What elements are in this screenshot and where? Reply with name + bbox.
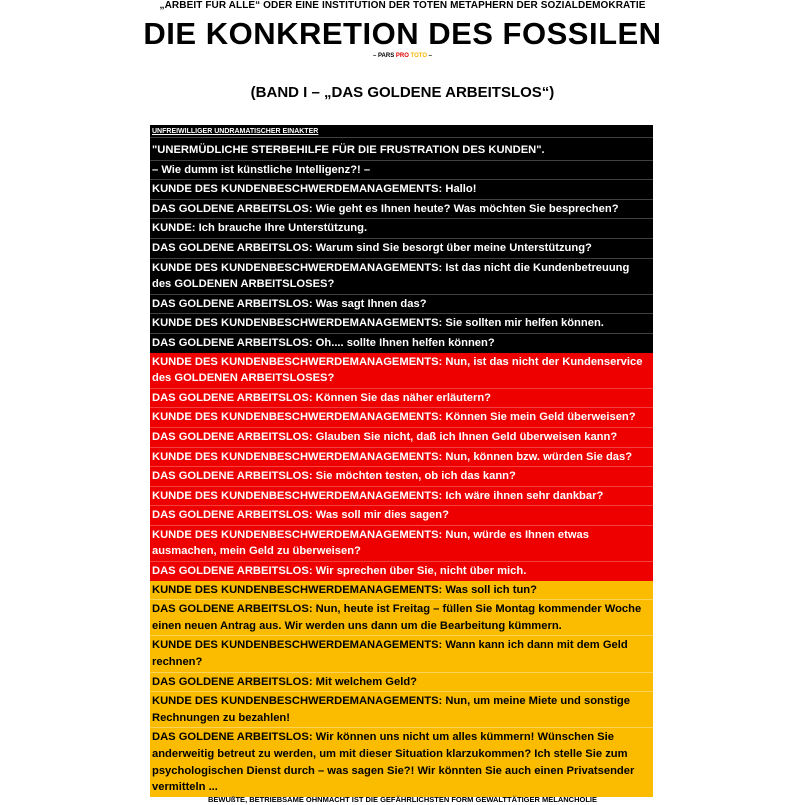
dialogue-line: DAS GOLDENE ARBEITSLOS: Sie möchten testen, ob ich das kann?: [150, 467, 653, 487]
dialogue-line: DAS GOLDENE ARBEITSLOS: Wir können uns nicht um alles kümmern! Wünschen Sie anderweitig betreut zu werden, um mit dieser Situation klarzukommen? Ich stelle Sie zum psychologischen Dienst durch – was sagen Sie?! Wir könnten Sie auch einen Privatsender vermitteln ...: [150, 728, 653, 796]
dialogue-line: KUNDE DES KUNDENBESCHWERDEMANAGEMENTS: Nun, können bzw. würden Sie das?: [150, 448, 653, 468]
dialogue-line: DAS GOLDENE ARBEITSLOS: Was soll mir dies sagen?: [150, 506, 653, 526]
byline-toto: TOTO: [408, 53, 428, 59]
dialogue-line: DAS GOLDENE ARBEITSLOS: Nun, heute ist Freitag – füllen Sie Montag kommender Woche einen neuen Antrag aus. Wir werden uns dann um die Bearbeitung kümmern.: [150, 600, 653, 636]
dialogue-line: DAS GOLDENE ARBEITSLOS: Können Sie das näher erläutern?: [150, 389, 653, 409]
dialogue-line: KUNDE: Ich brauche Ihre Unterstützung.: [150, 219, 653, 239]
dialogue-line: KUNDE DES KUNDENBESCHWERDEMANAGEMENTS: Nun, um meine Miete und sonstige Rechnungen zu bezahlen!: [150, 692, 653, 728]
dialogue-line: DAS GOLDENE ARBEITSLOS: Was sagt Ihnen das?: [150, 295, 653, 315]
dialogue-line: DAS GOLDENE ARBEITSLOS: Glauben Sie nicht, daß ich Ihnen Geld überweisen kann?: [150, 428, 653, 448]
dialogue-line: KUNDE DES KUNDENBESCHWERDEMANAGEMENTS: Sie sollten mir helfen können.: [150, 314, 653, 334]
script-block: [150, 125, 653, 797]
dialogue-line: DAS GOLDENE ARBEITSLOS: Wie geht es Ihnen heute? Was möchten Sie besprechen?: [150, 200, 653, 220]
byline-suffix: –: [427, 53, 433, 59]
dialogue-line: KUNDE DES KUNDENBESCHWERDEMANAGEMENTS: Wann kann ich dann mit dem Geld rechnen?: [150, 636, 653, 672]
dialogue-line: KUNDE DES KUNDENBESCHWERDEMANAGEMENTS: Ist das nicht die Kundenbetreuung des GOLDENEN ARBEITSLOSES?: [150, 259, 653, 295]
script-title-line: "UNERMÜDLICHE STERBEHILFE FÜR DIE FRUSTRATION DES KUNDEN".: [150, 138, 653, 161]
footer-motto: BEWUßTE, BETRIEBSAME OHNMACHT IST DIE GEFÄHRLICHSTEN FORM GEWALTTÄTIGER MELANCHOLIE: [207, 795, 597, 804]
dialogue-line: KUNDE DES KUNDENBESCHWERDEMANAGEMENTS: Was soll ich tun?: [150, 581, 653, 601]
byline: [0, 53, 805, 59]
dialogue-line: KUNDE DES KUNDENBESCHWERDEMANAGEMENTS: Können Sie mein Geld überweisen?: [150, 408, 653, 428]
script-subtitle-line: – Wie dumm ist künstliche Intelligenz?! –: [150, 161, 653, 181]
dialogue-line: DAS GOLDENE ARBEITSLOS: Oh.... sollte Ihnen helfen können?: [150, 334, 653, 353]
dialogue-line: DAS GOLDENE ARBEITSLOS: Warum sind Sie besorgt über meine Unterstützung?: [150, 239, 653, 259]
dialogue-line: KUNDE DES KUNDENBESCHWERDEMANAGEMENTS: Nun, ist das nicht der Kundenservice des GOLDENEN ARBEITSLOSES?: [150, 353, 653, 389]
page-title: DIE KONKRETION DES FOSSILEN: [143, 16, 662, 51]
dialogue-line: KUNDE DES KUNDENBESCHWERDEMANAGEMENTS: Ich wäre ihnen sehr dankbar?: [150, 487, 653, 507]
byline-pro: PRO: [395, 53, 409, 59]
dialogue-line: DAS GOLDENE ARBEITSLOS: Mit welchem Geld?: [150, 673, 653, 693]
kicker-heading: „ARBEIT FÜR ALLE“ ODER EINE INSTITUTION DER TOTEN METAPHERN DER SOZIALDEMOKRATIE: [159, 0, 646, 11]
byline-prefix: – PARS: [372, 53, 396, 59]
dialogue-line: KUNDE DES KUNDENBESCHWERDEMANAGEMENTS: Hallo!: [150, 180, 653, 200]
dialogue-line: KUNDE DES KUNDENBESCHWERDEMANAGEMENTS: Nun, würde es Ihnen etwas ausmachen, mein Geld zu überweisen?: [150, 526, 653, 562]
script-genre-label: UNFREIWILLIGER UNDRAMATISCHER EINAKTER: [150, 125, 653, 138]
band-subtitle: (BAND I – „DAS GOLDENE ARBEITSLOS“): [250, 84, 555, 101]
dialogue-line: DAS GOLDENE ARBEITSLOS: Wir sprechen über Sie, nicht über mich.: [150, 562, 653, 581]
